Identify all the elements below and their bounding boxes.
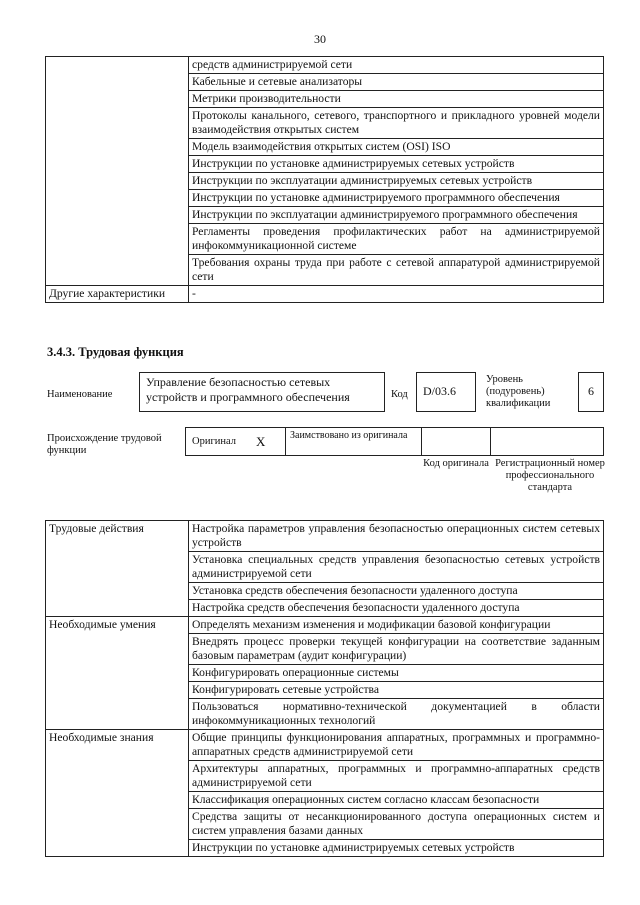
origin-divider: [490, 428, 491, 455]
code-label: Код: [391, 389, 408, 400]
table-cell: Модель взаимодействия открытых систем (OSI) ISO: [189, 139, 604, 156]
table-cell: Установка средств обеспечения безопасности удаленного доступа: [189, 583, 604, 600]
table-cell: Метрики производительности: [189, 91, 604, 108]
level-value-box: 6: [578, 372, 604, 412]
table-cell: Установка специальных средств управления безопасностью сетевых устройств администрируемой сети: [189, 552, 604, 583]
labor-function-table: [45, 520, 604, 857]
table-cell: Конфигурировать сетевые устройства: [189, 682, 604, 699]
page-number: 30: [314, 32, 326, 46]
table-cell: Регламенты проведения профилактических работ на администрируемой инфокоммуникационной системе: [189, 224, 604, 255]
table-cell: Инструкции по установке администрируемых сетевых устройств: [189, 840, 604, 857]
origin-table: [185, 427, 604, 456]
group-label-skills: Необходимые умения: [46, 617, 189, 730]
table-cell: Настройка средств обеспечения безопасности удаленного доступа: [189, 600, 604, 617]
table-cell: Архитектуры аппаратных, программных и программно-аппаратных средств администрируемой сети: [189, 761, 604, 792]
original-mark: X: [256, 434, 266, 449]
name-label: Наименование: [47, 389, 113, 400]
table-cell: Средства защиты от несанкционированного доступа операционных систем и систем управления базами данных: [189, 809, 604, 840]
table-row: [46, 730, 604, 761]
table-row: [46, 286, 604, 303]
table-cell: Конфигурировать операционные системы: [189, 665, 604, 682]
table-cell: Инструкции по установке администрируемых сетевых устройств: [189, 156, 604, 173]
table-cell: Инструкции по установке администрируемого программного обеспечения: [189, 190, 604, 207]
origin-divider: [285, 428, 286, 455]
table-row: [46, 57, 604, 74]
table-cell: Настройка параметров управления безопасностью операционных систем сетевых устройств: [189, 521, 604, 552]
table-cell: Инструкции по эксплуатации администрируемых сетевых устройств: [189, 173, 604, 190]
table-cell: Определять механизм изменения и модификации базовой конфигурации: [189, 617, 604, 634]
section-heading: 3.4.3. Трудовая функция: [47, 345, 184, 359]
origin-divider: [421, 428, 422, 455]
group-label-knowledge: Необходимые знания: [46, 730, 189, 857]
table-cell: Протоколы канального, сетевого, транспортного и прикладного уровней модели взаимодействия открытых систем: [189, 108, 604, 139]
original-label: Оригинал: [192, 436, 236, 447]
table-row: [46, 521, 604, 552]
code-caption: Код оригинала: [423, 458, 489, 469]
function-code-box: D/03.6: [416, 372, 476, 412]
table-cell: Инструкции по эксплуатации администрируемого программного обеспечения: [189, 207, 604, 224]
table-cell: Общие принципы функционирования аппаратных, программных и программно-аппаратных средств администрируемой сети: [189, 730, 604, 761]
table-row: [46, 617, 604, 634]
level-label: Уровень (подуровень) квалификации: [486, 374, 551, 409]
table-cell: Требования охраны труда при работе с сетевой аппаратурой администрируемой сети: [189, 255, 604, 286]
borrowed-label: Заимствовано из оригинала: [290, 430, 408, 441]
group-label-actions: Трудовые действия: [46, 521, 189, 617]
top-table-label-cell: [46, 57, 189, 286]
function-name-box: Управление безопасностью сетевых устройств и программного обеспечения: [139, 372, 385, 412]
table-cell: Пользоваться нормативно-технической документацией в области инфокоммуникационных технологий: [189, 699, 604, 730]
top-knowledge-table: [45, 56, 604, 303]
origin-label: Происхождение трудовой функции: [47, 433, 162, 456]
reg-number-caption: Регистрационный номер профессионального стандарта: [495, 458, 605, 493]
other-characteristics-value: -: [189, 286, 604, 303]
other-characteristics-label: Другие характеристики: [46, 286, 189, 303]
table-cell: Внедрять процесс проверки текущей конфигурации на соответствие заданным базовым параметрам (аудит конфигурации): [189, 634, 604, 665]
table-cell: Кабельные и сетевые анализаторы: [189, 74, 604, 91]
table-cell: средств администрируемой сети: [189, 57, 604, 74]
table-cell: Классификация операционных систем согласно классам безопасности: [189, 792, 604, 809]
